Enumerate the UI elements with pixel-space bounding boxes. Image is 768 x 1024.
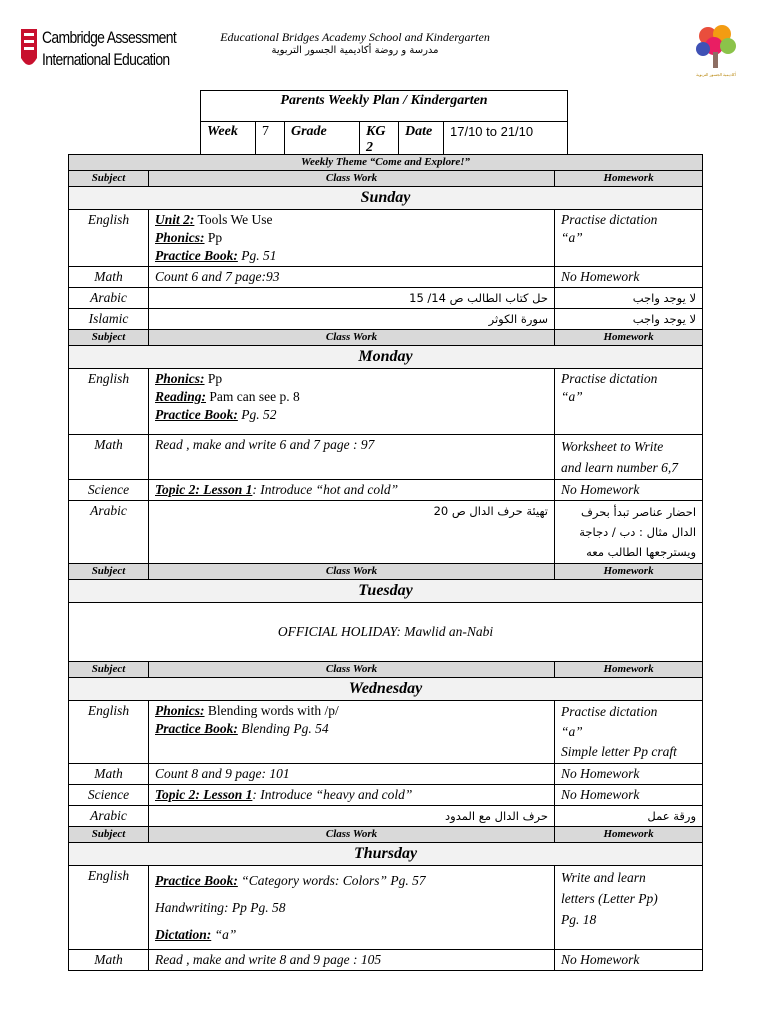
tree-logo-icon — [690, 22, 742, 72]
date-label: Date — [399, 122, 444, 159]
col-header-classwork: Class Work — [149, 171, 555, 187]
table-row — [69, 210, 703, 267]
date-value: 17/10 to 21/10 — [444, 122, 568, 159]
table-row: Islamic سورة الكوثر لا يوجد واجب — [69, 309, 703, 330]
logo-left-line1: Cambridge Assessment — [42, 28, 177, 47]
grade-value: KG 2 — [360, 122, 399, 159]
table-row: Arabic حل كتاب الطالب ص 14/ 15 لا يوجد واجب — [69, 288, 703, 309]
cambridge-logo — [20, 28, 177, 74]
school-name-ar: مدرسة و روضة أكاديمية الجسور التربوية — [271, 45, 439, 56]
col-header-homework: Homework — [555, 171, 703, 187]
table-row: Science Topic 2: Lesson 1: Introduce “heavy and cold” No Homework — [69, 785, 703, 806]
academy-logo-caption: أكاديمية الجسور التربوية — [696, 72, 736, 77]
subject-cell: English — [69, 210, 149, 267]
grade-label: Grade — [285, 122, 360, 159]
weekly-plan-table: Weekly Theme “Come and Explore!” Subject Class Work Homework Sunday English Unit 2: Tools We Use Phonics: Pp Practice Book: Pg. 51 Practise dictation “a” Math Count 6 and 7 page:93 No Homework Arabic حل كتاب الطالب ص 14/ 15 لا يوجد واجب Islamic سورة الكوثر لا يوجد واجب Subject Class Work Homework Monday English Phonics: Pp Reading: Pam can see p. 8 Practice Book: Pg. 52 Practise dictation “a” Math Read , make and write 6 and 7 page : 97 Worksheet to Write and learn number 6,7 Science Topic 2: Lesson 1: Introduce “hot and cold” No Homework Arabic تهيئة حرف الدال ص 20 احضار عناصر تبدأ بحرف الدال مثال : دب / دجاجة ويسترجعها الطالب معه Subject Class Work Homework Tuesday OFFICIAL HOLIDAY: Mawlid an-Nabi Subject Class Work Homework Wednesday English Phonics: Blending words with /p/ Practice Book: Blending Pg. 54 Practise dictation “a” Simple letter Pp craft Math Count 8 and 9 page: 101 No Homework Science Topic 2: Lesson 1: Introduce “heavy and cold” No Homework Arabic حرف الدال مع المدود ورقة عمل Subject Class Work Homework Thursday English Practice Book: “Category words: Colors” Pg. 57 Handwriting: Pp Pg. 58 Dictation: “a” Write and learn letters (Letter Pp) Pg. 18 Math Read , make and write 8 and 9 page : 105 No Homework — [68, 154, 703, 971]
school-name — [190, 30, 520, 58]
table-row: Arabic تهيئة حرف الدال ص 20 احضار عناصر تبدأ بحرف الدال مثال : دب / دجاجة ويسترجعها الطالب معه — [69, 501, 703, 564]
academy-logo — [690, 22, 742, 82]
table-row: Math Count 6 and 7 page:93 No Homework — [69, 267, 703, 288]
table-row: Arabic حرف الدال مع المدود ورقة عمل — [69, 806, 703, 827]
holiday-notice: OFFICIAL HOLIDAY: Mawlid an-Nabi — [69, 603, 703, 662]
day-heading-sunday: Sunday — [69, 187, 703, 210]
day-heading-thursday: Thursday — [69, 843, 703, 866]
cambridge-crest-icon — [20, 28, 38, 72]
table-row: English Phonics: Pp Reading: Pam can see p. 8 Practice Book: Pg. 52 Practise dictation “a” — [69, 369, 703, 435]
table-row: English Phonics: Blending words with /p/ Practice Book: Blending Pg. 54 Practise dictation “a” Simple letter Pp craft — [69, 701, 703, 764]
plan-title: Parents Weekly Plan / Kindergarten — [201, 91, 568, 122]
plan-info-table — [200, 90, 568, 159]
school-name-en: Educational Bridges Academy School and Kindergarten — [220, 30, 490, 44]
day-heading-tuesday: Tuesday — [69, 580, 703, 603]
day-heading-monday: Monday — [69, 346, 703, 369]
table-row: Math Read , make and write 6 and 7 page : 97 Worksheet to Write and learn number 6,7 — [69, 435, 703, 480]
col-header-subject: Subject — [69, 171, 149, 187]
classwork-cell: Unit 2: Tools We Use Phonics: Pp Practice Book: Pg. 51 — [149, 210, 555, 267]
table-row: Science Topic 2: Lesson 1: Introduce “hot and cold” No Homework — [69, 480, 703, 501]
table-row: English Practice Book: “Category words: Colors” Pg. 57 Handwriting: Pp Pg. 58 Dictation: “a” Write and learn letters (Letter Pp) Pg. 18 — [69, 866, 703, 950]
table-row — [69, 603, 703, 662]
table-row: Math Read , make and write 8 and 9 page : 105 No Homework — [69, 950, 703, 971]
table-row: Math Count 8 and 9 page: 101 No Homework — [69, 764, 703, 785]
week-label: Week — [201, 122, 256, 159]
week-value: 7 — [256, 122, 285, 159]
day-heading-wednesday: Wednesday — [69, 678, 703, 701]
homework-cell: Practise dictation “a” — [555, 210, 703, 267]
logo-left-line2: International Education — [42, 50, 170, 69]
weekly-theme: Weekly Theme “Come and Explore!” — [69, 155, 703, 171]
